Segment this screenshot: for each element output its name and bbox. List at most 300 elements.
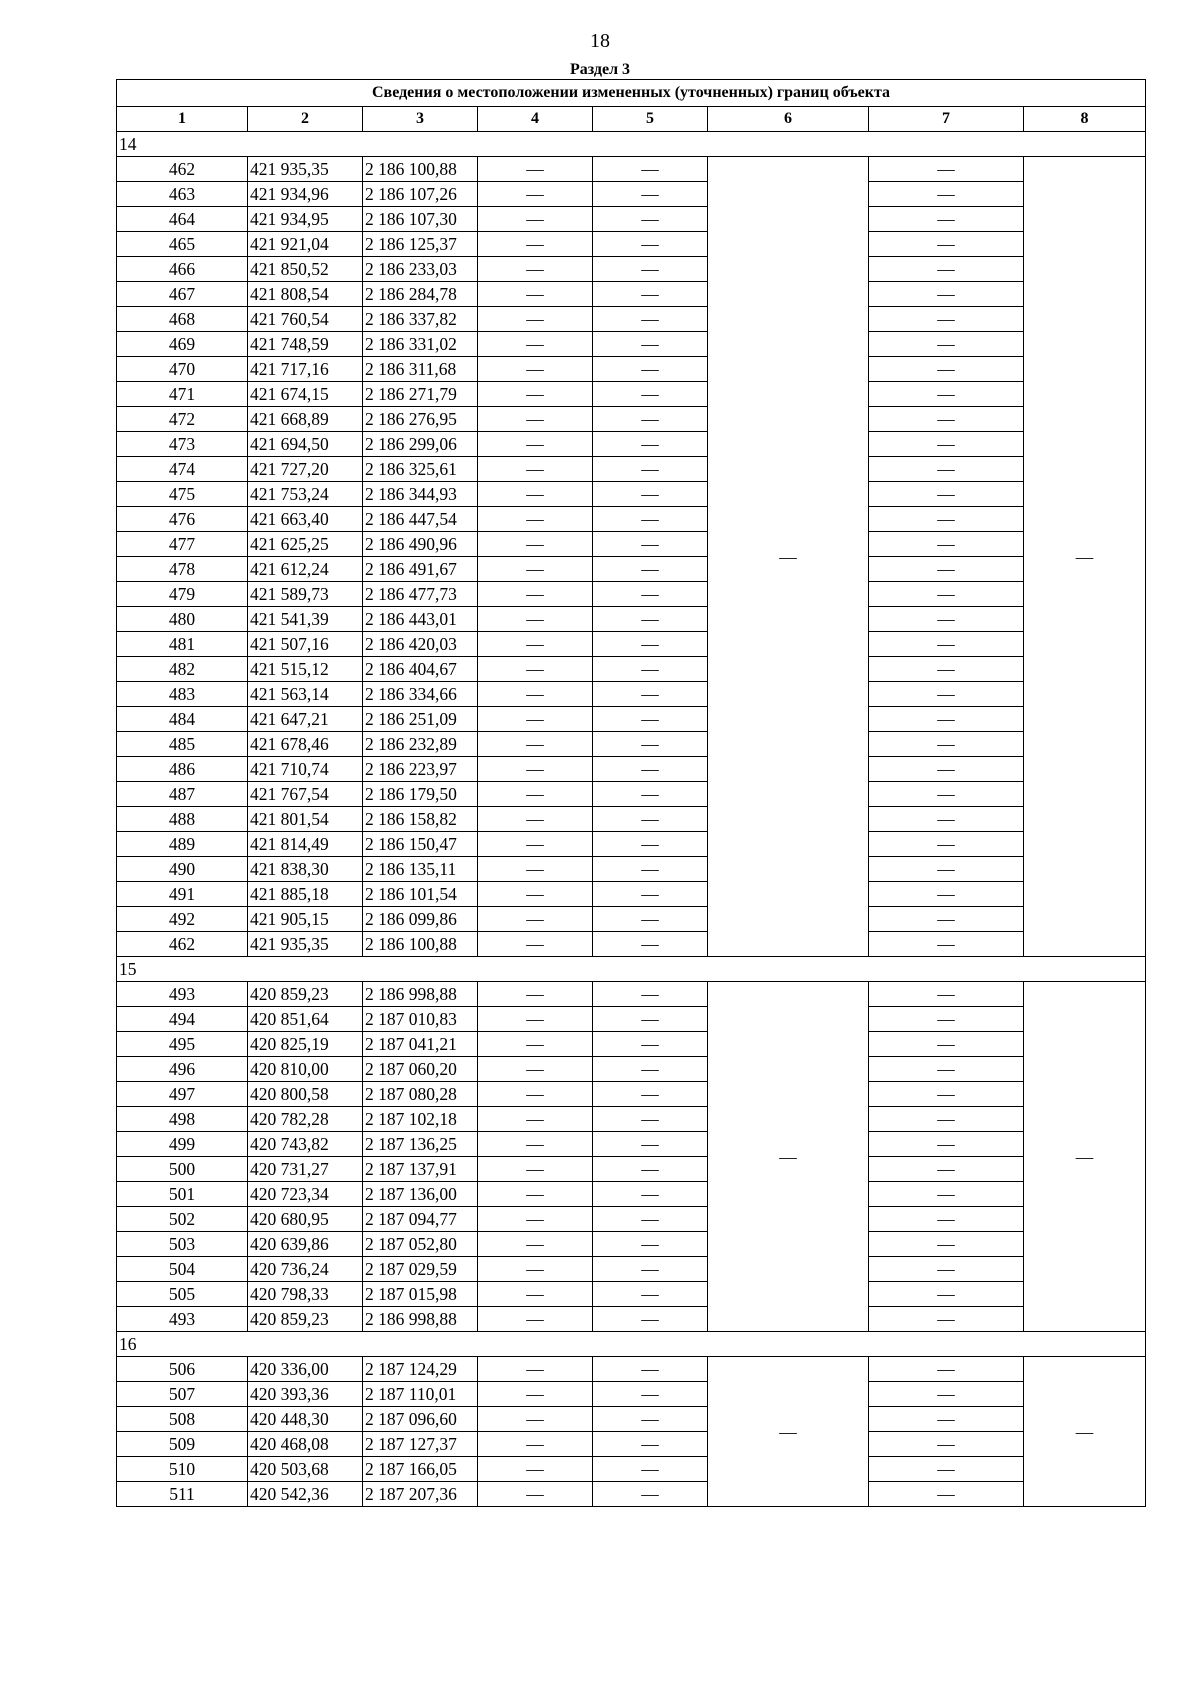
group-header-row <box>117 132 1146 157</box>
column-7-dash: — <box>869 832 1024 857</box>
column-7-dash: — <box>869 182 1024 207</box>
column-7-dash: — <box>869 1357 1024 1382</box>
y-coordinate-cell: 2 186 233,03 <box>363 257 478 282</box>
point-number-cell: 477 <box>117 532 248 557</box>
column-7-dash: — <box>869 507 1024 532</box>
x-coordinate-cell: 420 800,58 <box>248 1082 363 1107</box>
table-row <box>117 532 1146 557</box>
table-row <box>117 1207 1146 1232</box>
column-5-dash: — <box>593 807 708 832</box>
column-4-dash: — <box>478 907 593 932</box>
column-7-dash: — <box>869 232 1024 257</box>
column-8-merged-dash: — <box>1024 982 1146 1332</box>
table-row <box>117 1482 1146 1507</box>
y-coordinate-cell: 2 186 251,09 <box>363 707 478 732</box>
point-number-cell: 485 <box>117 732 248 757</box>
x-coordinate-cell: 421 717,16 <box>248 357 363 382</box>
column-7-dash: — <box>869 1282 1024 1307</box>
column-5-dash: — <box>593 982 708 1007</box>
column-header: 8 <box>1024 107 1146 132</box>
column-7-dash: — <box>869 332 1024 357</box>
table-row <box>117 1082 1146 1107</box>
y-coordinate-cell: 2 187 080,28 <box>363 1082 478 1107</box>
column-4-dash: — <box>478 932 593 957</box>
column-7-dash: — <box>869 307 1024 332</box>
column-5-dash: — <box>593 782 708 807</box>
column-4-dash: — <box>478 682 593 707</box>
column-5-dash: — <box>593 432 708 457</box>
y-coordinate-cell: 2 187 207,36 <box>363 1482 478 1507</box>
point-number-cell: 509 <box>117 1432 248 1457</box>
table-row <box>117 357 1146 382</box>
column-7-dash: — <box>869 1257 1024 1282</box>
y-coordinate-cell: 2 186 337,82 <box>363 307 478 332</box>
point-number-cell: 505 <box>117 1282 248 1307</box>
column-5-dash: — <box>593 707 708 732</box>
column-5-dash: — <box>593 332 708 357</box>
x-coordinate-cell: 421 507,16 <box>248 632 363 657</box>
column-4-dash: — <box>478 357 593 382</box>
column-7-dash: — <box>869 357 1024 382</box>
column-4-dash: — <box>478 657 593 682</box>
y-coordinate-cell: 2 187 136,00 <box>363 1182 478 1207</box>
column-4-dash: — <box>478 1032 593 1057</box>
table-row <box>117 807 1146 832</box>
column-5-dash: — <box>593 182 708 207</box>
table-row <box>117 757 1146 782</box>
table-row <box>117 1032 1146 1057</box>
group-header-row <box>117 1332 1146 1357</box>
y-coordinate-cell: 2 187 127,37 <box>363 1432 478 1457</box>
column-4-dash: — <box>478 1182 593 1207</box>
column-6-merged-dash: — <box>708 1357 869 1507</box>
column-6-merged-dash: — <box>708 982 869 1332</box>
table-row <box>117 1157 1146 1182</box>
point-number-cell: 488 <box>117 807 248 832</box>
column-5-dash: — <box>593 1382 708 1407</box>
x-coordinate-cell: 421 674,15 <box>248 382 363 407</box>
column-4-dash: — <box>478 1457 593 1482</box>
point-number-cell: 481 <box>117 632 248 657</box>
y-coordinate-cell: 2 187 029,59 <box>363 1257 478 1282</box>
column-5-dash: — <box>593 482 708 507</box>
point-number-cell: 482 <box>117 657 248 682</box>
x-coordinate-cell: 421 678,46 <box>248 732 363 757</box>
column-4-dash: — <box>478 807 593 832</box>
table-row <box>117 782 1146 807</box>
column-5-dash: — <box>593 1282 708 1307</box>
point-number-cell: 468 <box>117 307 248 332</box>
column-7-dash: — <box>869 932 1024 957</box>
y-coordinate-cell: 2 187 137,91 <box>363 1157 478 1182</box>
y-coordinate-cell: 2 186 477,73 <box>363 582 478 607</box>
y-coordinate-cell: 2 186 107,30 <box>363 207 478 232</box>
x-coordinate-cell: 420 736,24 <box>248 1257 363 1282</box>
x-coordinate-cell: 420 825,19 <box>248 1032 363 1057</box>
x-coordinate-cell: 420 639,86 <box>248 1232 363 1257</box>
point-number-cell: 507 <box>117 1382 248 1407</box>
x-coordinate-cell: 421 668,89 <box>248 407 363 432</box>
column-5-dash: — <box>593 1432 708 1457</box>
column-4-dash: — <box>478 507 593 532</box>
column-7-dash: — <box>869 907 1024 932</box>
x-coordinate-cell: 421 921,04 <box>248 232 363 257</box>
column-5-dash: — <box>593 382 708 407</box>
column-8-merged-dash: — <box>1024 157 1146 957</box>
point-number-cell: 494 <box>117 1007 248 1032</box>
column-5-dash: — <box>593 1107 708 1132</box>
column-4-dash: — <box>478 732 593 757</box>
column-7-dash: — <box>869 157 1024 182</box>
column-7-dash: — <box>869 1107 1024 1132</box>
y-coordinate-cell: 2 186 447,54 <box>363 507 478 532</box>
table-caption: Сведения о местоположении измененных (уточненных) границ объекта <box>117 80 1146 107</box>
x-coordinate-cell: 421 801,54 <box>248 807 363 832</box>
y-coordinate-cell: 2 187 015,98 <box>363 1282 478 1307</box>
column-5-dash: — <box>593 407 708 432</box>
x-coordinate-cell: 420 782,28 <box>248 1107 363 1132</box>
column-5-dash: — <box>593 607 708 632</box>
column-7-dash: — <box>869 682 1024 707</box>
column-4-dash: — <box>478 1257 593 1282</box>
table-row <box>117 1057 1146 1082</box>
column-4-dash: — <box>478 157 593 182</box>
y-coordinate-cell: 2 186 100,88 <box>363 157 478 182</box>
point-number-cell: 499 <box>117 1132 248 1157</box>
column-5-dash: — <box>593 832 708 857</box>
table-row <box>117 182 1146 207</box>
point-number-cell: 476 <box>117 507 248 532</box>
point-number-cell: 475 <box>117 482 248 507</box>
column-5-dash: — <box>593 932 708 957</box>
column-4-dash: — <box>478 1132 593 1157</box>
y-coordinate-cell: 2 186 223,97 <box>363 757 478 782</box>
column-4-dash: — <box>478 1407 593 1432</box>
point-number-cell: 493 <box>117 982 248 1007</box>
y-coordinate-cell: 2 186 404,67 <box>363 657 478 682</box>
x-coordinate-cell: 421 694,50 <box>248 432 363 457</box>
column-5-dash: — <box>593 157 708 182</box>
column-7-dash: — <box>869 282 1024 307</box>
column-5-dash: — <box>593 1457 708 1482</box>
column-4-dash: — <box>478 382 593 407</box>
y-coordinate-cell: 2 186 100,88 <box>363 932 478 957</box>
x-coordinate-cell: 420 731,27 <box>248 1157 363 1182</box>
table-row <box>117 232 1146 257</box>
y-coordinate-cell: 2 186 998,88 <box>363 1307 478 1332</box>
column-5-dash: — <box>593 207 708 232</box>
y-coordinate-cell: 2 187 096,60 <box>363 1407 478 1432</box>
column-5-dash: — <box>593 1357 708 1382</box>
table-row <box>117 1132 1146 1157</box>
table-row <box>117 1007 1146 1032</box>
table-row <box>117 582 1146 607</box>
table-row <box>117 1457 1146 1482</box>
x-coordinate-cell: 421 814,49 <box>248 832 363 857</box>
point-number-cell: 486 <box>117 757 248 782</box>
y-coordinate-cell: 2 186 101,54 <box>363 882 478 907</box>
column-4-dash: — <box>478 582 593 607</box>
column-7-dash: — <box>869 457 1024 482</box>
point-number-cell: 490 <box>117 857 248 882</box>
y-coordinate-cell: 2 186 276,95 <box>363 407 478 432</box>
column-7-dash: — <box>869 882 1024 907</box>
point-number-cell: 495 <box>117 1032 248 1057</box>
column-4-dash: — <box>478 1107 593 1132</box>
column-4-dash: — <box>478 782 593 807</box>
column-4-dash: — <box>478 1357 593 1382</box>
point-number-cell: 469 <box>117 332 248 357</box>
table-row <box>117 507 1146 532</box>
column-7-dash: — <box>869 432 1024 457</box>
point-number-cell: 492 <box>117 907 248 932</box>
y-coordinate-cell: 2 186 107,26 <box>363 182 478 207</box>
x-coordinate-cell: 421 612,24 <box>248 557 363 582</box>
column-7-dash: — <box>869 732 1024 757</box>
x-coordinate-cell: 421 515,12 <box>248 657 363 682</box>
point-number-cell: 483 <box>117 682 248 707</box>
column-4-dash: — <box>478 1057 593 1082</box>
column-4-dash: — <box>478 632 593 657</box>
column-5-dash: — <box>593 257 708 282</box>
column-7-dash: — <box>869 532 1024 557</box>
point-number-cell: 478 <box>117 557 248 582</box>
column-7-dash: — <box>869 1307 1024 1332</box>
column-4-dash: — <box>478 182 593 207</box>
column-4-dash: — <box>478 1157 593 1182</box>
y-coordinate-cell: 2 186 344,93 <box>363 482 478 507</box>
column-5-dash: — <box>593 882 708 907</box>
y-coordinate-cell: 2 187 060,20 <box>363 1057 478 1082</box>
table-row <box>117 207 1146 232</box>
x-coordinate-cell: 420 859,23 <box>248 1307 363 1332</box>
y-coordinate-cell: 2 186 491,67 <box>363 557 478 582</box>
column-4-dash: — <box>478 1207 593 1232</box>
column-5-dash: — <box>593 307 708 332</box>
point-number-cell: 511 <box>117 1482 248 1507</box>
x-coordinate-cell: 420 743,82 <box>248 1132 363 1157</box>
column-5-dash: — <box>593 732 708 757</box>
x-coordinate-cell: 421 850,52 <box>248 257 363 282</box>
column-7-dash: — <box>869 1182 1024 1207</box>
column-7-dash: — <box>869 782 1024 807</box>
column-4-dash: — <box>478 532 593 557</box>
column-7-dash: — <box>869 1482 1024 1507</box>
table-row <box>117 1357 1146 1382</box>
x-coordinate-cell: 421 808,54 <box>248 282 363 307</box>
column-4-dash: — <box>478 307 593 332</box>
point-number-cell: 506 <box>117 1357 248 1382</box>
column-7-dash: — <box>869 1007 1024 1032</box>
x-coordinate-cell: 420 798,33 <box>248 1282 363 1307</box>
x-coordinate-cell: 420 680,95 <box>248 1207 363 1232</box>
point-number-cell: 489 <box>117 832 248 857</box>
x-coordinate-cell: 420 393,36 <box>248 1382 363 1407</box>
table-row <box>117 307 1146 332</box>
column-4-dash: — <box>478 432 593 457</box>
x-coordinate-cell: 421 563,14 <box>248 682 363 707</box>
column-8-merged-dash: — <box>1024 1357 1146 1507</box>
column-7-dash: — <box>869 1382 1024 1407</box>
column-7-dash: — <box>869 407 1024 432</box>
column-4-dash: — <box>478 982 593 1007</box>
column-5-dash: — <box>593 1407 708 1432</box>
point-number-cell: 508 <box>117 1407 248 1432</box>
column-5-dash: — <box>593 1132 708 1157</box>
y-coordinate-cell: 2 186 998,88 <box>363 982 478 1007</box>
column-5-dash: — <box>593 1032 708 1057</box>
column-4-dash: — <box>478 282 593 307</box>
column-5-dash: — <box>593 282 708 307</box>
y-coordinate-cell: 2 187 102,18 <box>363 1107 478 1132</box>
column-7-dash: — <box>869 982 1024 1007</box>
column-header: 3 <box>363 107 478 132</box>
point-number-cell: 496 <box>117 1057 248 1082</box>
y-coordinate-cell: 2 186 158,82 <box>363 807 478 832</box>
table-row <box>117 832 1146 857</box>
table-row <box>117 932 1146 957</box>
column-4-dash: — <box>478 1307 593 1332</box>
table-row <box>117 157 1146 182</box>
table-row <box>117 1407 1146 1432</box>
table-row <box>117 257 1146 282</box>
column-4-dash: — <box>478 1232 593 1257</box>
column-header-row <box>117 107 1146 132</box>
y-coordinate-cell: 2 186 311,68 <box>363 357 478 382</box>
x-coordinate-cell: 421 934,96 <box>248 182 363 207</box>
table-row <box>117 332 1146 357</box>
table-row <box>117 1282 1146 1307</box>
column-7-dash: — <box>869 807 1024 832</box>
point-number-cell: 465 <box>117 232 248 257</box>
column-4-dash: — <box>478 482 593 507</box>
x-coordinate-cell: 421 934,95 <box>248 207 363 232</box>
point-number-cell: 462 <box>117 157 248 182</box>
column-5-dash: — <box>593 1257 708 1282</box>
table-row <box>117 732 1146 757</box>
table-row <box>117 1432 1146 1457</box>
column-4-dash: — <box>478 607 593 632</box>
x-coordinate-cell: 420 859,23 <box>248 982 363 1007</box>
column-5-dash: — <box>593 1082 708 1107</box>
column-4-dash: — <box>478 857 593 882</box>
column-5-dash: — <box>593 1232 708 1257</box>
column-7-dash: — <box>869 482 1024 507</box>
x-coordinate-cell: 421 760,54 <box>248 307 363 332</box>
x-coordinate-cell: 420 336,00 <box>248 1357 363 1382</box>
x-coordinate-cell: 420 468,08 <box>248 1432 363 1457</box>
point-number-cell: 503 <box>117 1232 248 1257</box>
column-7-dash: — <box>869 1032 1024 1057</box>
table-row <box>117 707 1146 732</box>
column-4-dash: — <box>478 707 593 732</box>
column-5-dash: — <box>593 1007 708 1032</box>
column-header: 7 <box>869 107 1024 132</box>
page-number: 18 <box>590 30 610 52</box>
y-coordinate-cell: 2 186 232,89 <box>363 732 478 757</box>
column-header: 2 <box>248 107 363 132</box>
column-5-dash: — <box>593 532 708 557</box>
point-number-cell: 473 <box>117 432 248 457</box>
y-coordinate-cell: 2 187 010,83 <box>363 1007 478 1032</box>
x-coordinate-cell: 421 589,73 <box>248 582 363 607</box>
point-number-cell: 462 <box>117 932 248 957</box>
x-coordinate-cell: 421 753,24 <box>248 482 363 507</box>
y-coordinate-cell: 2 186 135,11 <box>363 857 478 882</box>
table-row <box>117 407 1146 432</box>
column-4-dash: — <box>478 457 593 482</box>
point-number-cell: 487 <box>117 782 248 807</box>
group-label: 15 <box>117 957 1146 982</box>
x-coordinate-cell: 421 727,20 <box>248 457 363 482</box>
y-coordinate-cell: 2 187 136,25 <box>363 1132 478 1157</box>
point-number-cell: 491 <box>117 882 248 907</box>
table-row <box>117 557 1146 582</box>
table-row <box>117 907 1146 932</box>
table-row <box>117 1107 1146 1132</box>
y-coordinate-cell: 2 186 125,37 <box>363 232 478 257</box>
y-coordinate-cell: 2 186 490,96 <box>363 532 478 557</box>
point-number-cell: 463 <box>117 182 248 207</box>
point-number-cell: 497 <box>117 1082 248 1107</box>
point-number-cell: 510 <box>117 1457 248 1482</box>
table-row <box>117 382 1146 407</box>
section-title: Раздел 3 <box>569 61 631 78</box>
column-4-dash: — <box>478 407 593 432</box>
point-number-cell: 474 <box>117 457 248 482</box>
table-row <box>117 432 1146 457</box>
column-4-dash: — <box>478 1382 593 1407</box>
x-coordinate-cell: 421 935,35 <box>248 157 363 182</box>
table-row <box>117 1257 1146 1282</box>
y-coordinate-cell: 2 186 420,03 <box>363 632 478 657</box>
x-coordinate-cell: 421 663,40 <box>248 507 363 532</box>
column-7-dash: — <box>869 1082 1024 1107</box>
column-5-dash: — <box>593 1157 708 1182</box>
column-4-dash: — <box>478 232 593 257</box>
column-7-dash: — <box>869 857 1024 882</box>
x-coordinate-cell: 421 838,30 <box>248 857 363 882</box>
x-coordinate-cell: 420 810,00 <box>248 1057 363 1082</box>
column-5-dash: — <box>593 507 708 532</box>
y-coordinate-cell: 2 187 041,21 <box>363 1032 478 1057</box>
column-4-dash: — <box>478 1432 593 1457</box>
table-row <box>117 1232 1146 1257</box>
column-5-dash: — <box>593 1182 708 1207</box>
column-5-dash: — <box>593 582 708 607</box>
column-6-merged-dash: — <box>708 157 869 957</box>
column-7-dash: — <box>869 1457 1024 1482</box>
table-row <box>117 657 1146 682</box>
point-number-cell: 501 <box>117 1182 248 1207</box>
x-coordinate-cell: 420 851,64 <box>248 1007 363 1032</box>
column-7-dash: — <box>869 1232 1024 1257</box>
x-coordinate-cell: 421 935,35 <box>248 932 363 957</box>
point-number-cell: 467 <box>117 282 248 307</box>
y-coordinate-cell: 2 186 443,01 <box>363 607 478 632</box>
column-7-dash: — <box>869 557 1024 582</box>
point-number-cell: 498 <box>117 1107 248 1132</box>
column-7-dash: — <box>869 607 1024 632</box>
column-7-dash: — <box>869 207 1024 232</box>
x-coordinate-cell: 420 503,68 <box>248 1457 363 1482</box>
column-7-dash: — <box>869 632 1024 657</box>
column-7-dash: — <box>869 257 1024 282</box>
column-7-dash: — <box>869 582 1024 607</box>
point-number-cell: 471 <box>117 382 248 407</box>
column-5-dash: — <box>593 682 708 707</box>
table-row <box>117 1307 1146 1332</box>
